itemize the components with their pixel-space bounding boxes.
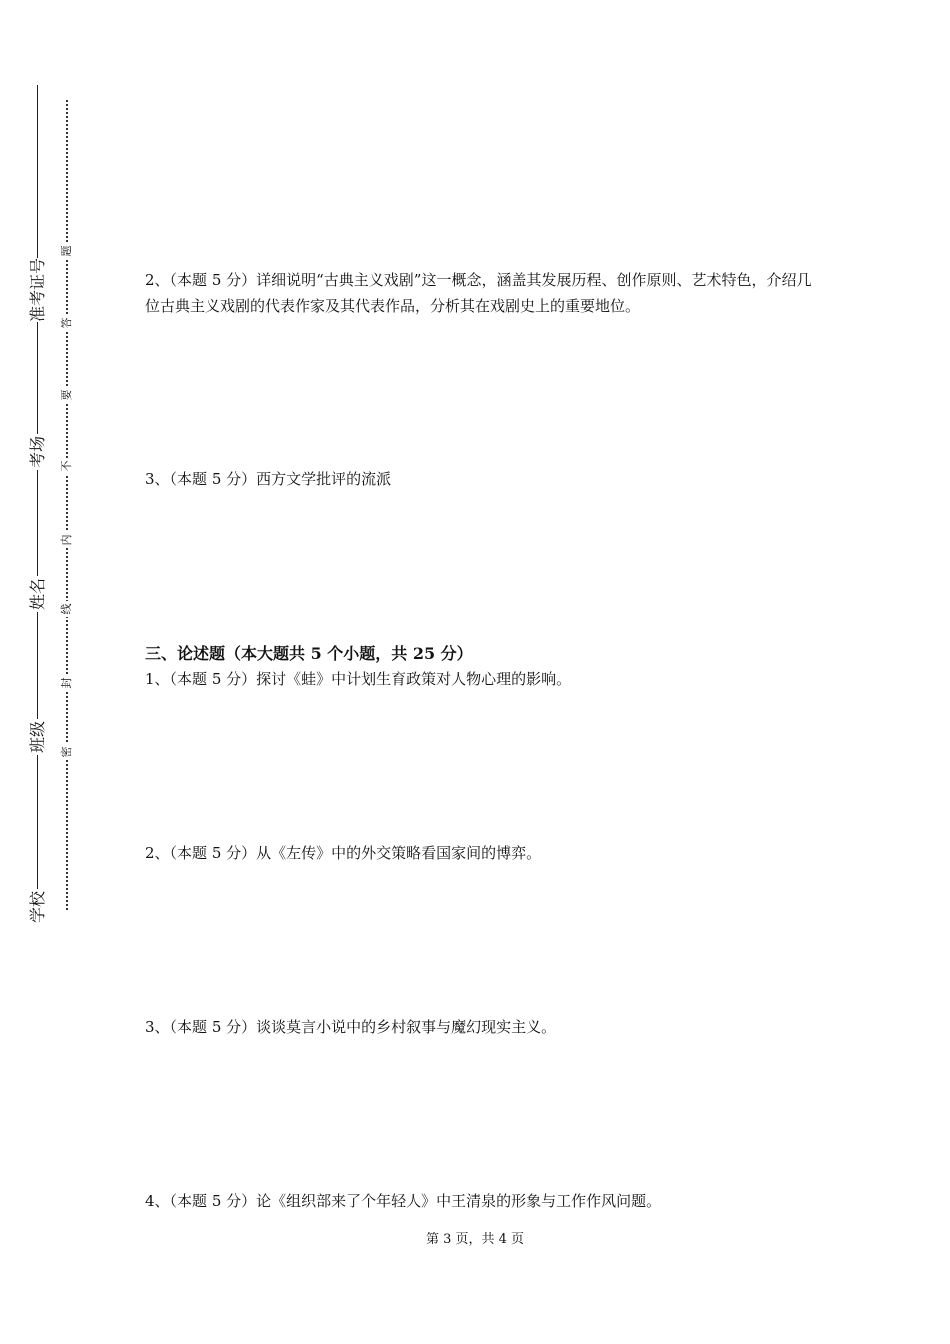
seal-char-nei: 内 [60,532,74,548]
essay-question-3 [145,1014,815,1040]
question-2-classical-drama [145,267,815,319]
name-label: 姓名 [28,578,47,611]
exam-id-label: 准考证号 [28,257,47,322]
seal-char-feng: 封 [60,675,74,691]
section-title: 三、论述题（本大题共 5 个小题，共 25 分） [145,644,473,663]
question-text: （本题 5 分）详细说明“古典主义戏剧”这一概念，涵盖其发展历程、创作原则、艺术特色，介绍几位古典主义戏剧的代表作家及其代表作品，分析其在戏剧史上的重要地位。 [145,271,812,315]
question-number: 3、 [145,470,170,488]
question-number: 2、 [145,271,170,289]
page-footer: 第 3 页，共 4 页 [425,1232,525,1247]
question-text: （本题 5 分）论《组织部来了个年轻人》中王清泉的形象与工作作风问题。 [169,1192,662,1210]
seal-char-mi: 密 [60,744,74,760]
seal-char-xian: 线 [60,601,74,617]
seal-char-yao: 要 [60,387,74,403]
essay-question-2 [145,840,815,866]
essay-question-4 [145,1188,815,1214]
class-label: 班级 [28,721,47,754]
question-text: （本题 5 分）探讨《蛙》中计划生育政策对人物心理的影响。 [169,670,572,688]
question-number: 3、 [145,1018,170,1036]
school-label: 学校 [28,891,47,924]
seal-char-ti: 题 [60,243,74,259]
question-text: （本题 5 分）西方文学批评的流派 [169,470,392,488]
exam-room-label: 考场 [28,436,47,469]
question-number: 1、 [145,670,170,688]
question-number: 2、 [145,844,170,862]
question-text: （本题 5 分）从《左传》中的外交策略看国家间的博弈。 [169,844,542,862]
essay-question-1 [145,666,815,692]
binding-dotted-line [66,100,68,910]
question-text: （本题 5 分）谈谈莫言小说中的乡村叙事与魔幻现实主义。 [169,1018,557,1036]
binding-solid-line [37,85,38,923]
seal-char-bu: 不 [60,458,74,474]
seal-char-da: 答 [60,315,74,331]
question-3-criticism-schools [145,466,815,492]
question-number: 4、 [145,1192,170,1210]
